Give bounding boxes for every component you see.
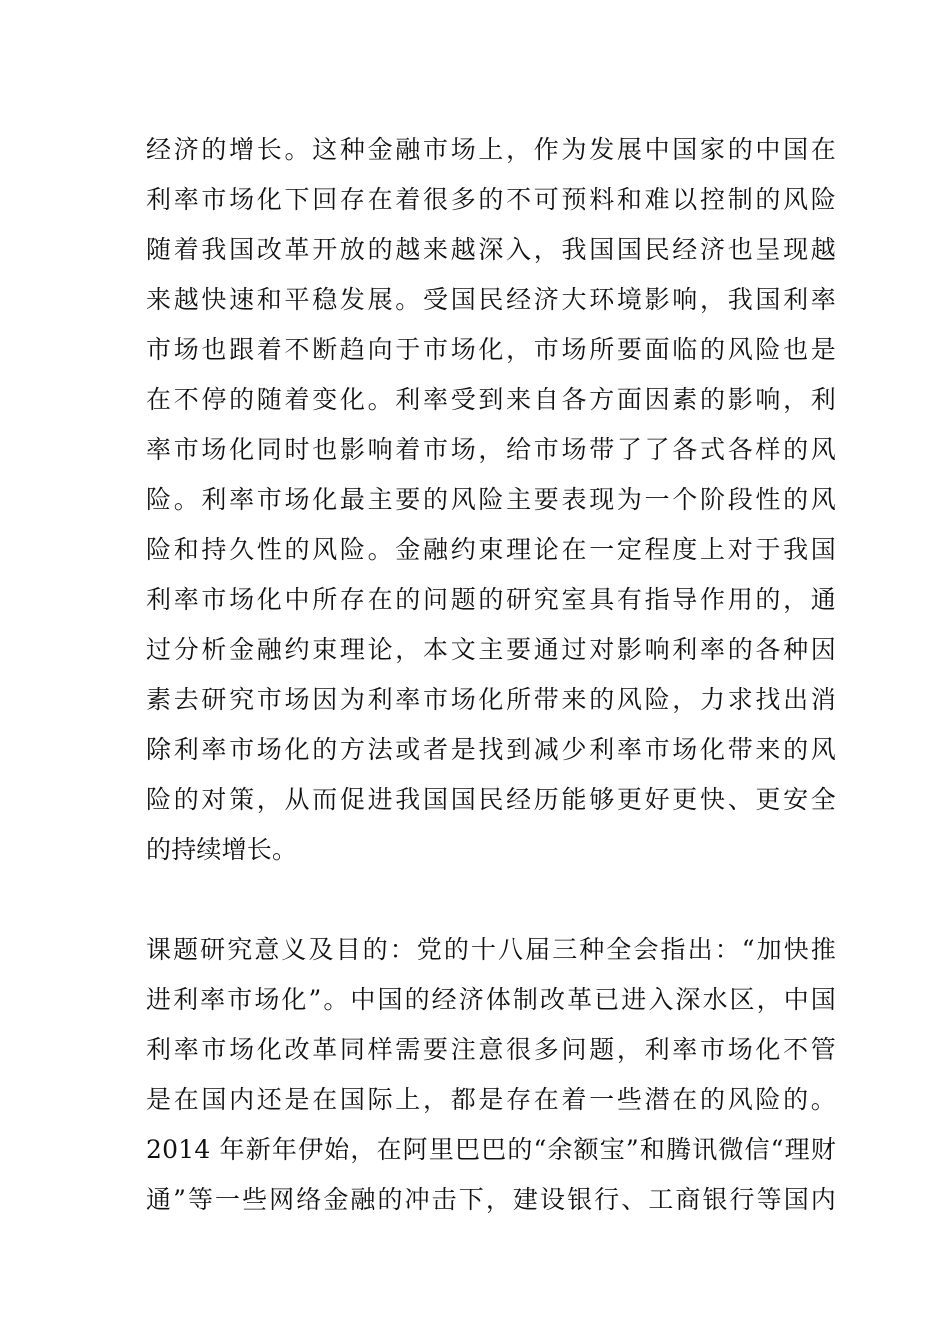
text-line: 通”等一些网络金融的冲击下，建设银行、工商银行等国内 bbox=[146, 1185, 836, 1214]
text-line: 险。利率市场化最主要的风险主要表现为一个阶段性的风 bbox=[146, 485, 836, 514]
text-line: 除利率市场化的方法或者是找到减少利率市场化带来的风 bbox=[146, 735, 836, 764]
text-line: 经济的增长。这种金融市场上，作为发展中国家的中国在 bbox=[146, 135, 836, 164]
text-line: 课题研究意义及目的：党的十八届三种全会指出：“加快推 bbox=[146, 935, 836, 964]
text-line: 2014 年新年伊始，在阿里巴巴的“余额宝”和腾讯微信“理财 bbox=[146, 1135, 836, 1164]
text-line: 随着我国改革开放的越来越深入，我国国民经济也呈现越 bbox=[146, 235, 836, 264]
text-line: 利率市场化中所存在的问题的研究室具有指导作用的，通 bbox=[146, 585, 836, 614]
text-line: 市场也跟着不断趋向于市场化，市场所要面临的风险也是 bbox=[146, 335, 836, 364]
text-line: 素去研究市场因为利率市场化所带来的风险，力求找出消 bbox=[146, 685, 836, 714]
text-line: 过分析金融约束理论，本文主要通过对影响利率的各种因 bbox=[146, 635, 836, 664]
text-line: 险的对策，从而促进我国国民经历能够更好更快、更安全 bbox=[146, 785, 836, 814]
text-line: 险和持久性的风险。金融约束理论在一定程度上对于我国 bbox=[146, 535, 836, 564]
text-line: 进利率市场化”。中国的经济体制改革已进入深水区，中国 bbox=[146, 985, 836, 1014]
text-line: 在不停的随着变化。利率受到来自各方面因素的影响，利 bbox=[146, 385, 836, 414]
text-line: 是在国内还是在国际上，都是存在着一些潜在的风险的。 bbox=[146, 1085, 836, 1114]
text-line: 率市场化同时也影响着市场，给市场带了了各式各样的风 bbox=[146, 435, 836, 464]
text-line: 的持续增长。 bbox=[146, 835, 298, 864]
text-line: 利率市场化改革同样需要注意很多问题，利率市场化不管 bbox=[146, 1035, 836, 1064]
text-line: 利率市场化下回存在着很多的不可预料和难以控制的风险 bbox=[146, 185, 836, 214]
text-line: 来越快速和平稳发展。受国民经济大环境影响，我国利率 bbox=[146, 285, 836, 314]
